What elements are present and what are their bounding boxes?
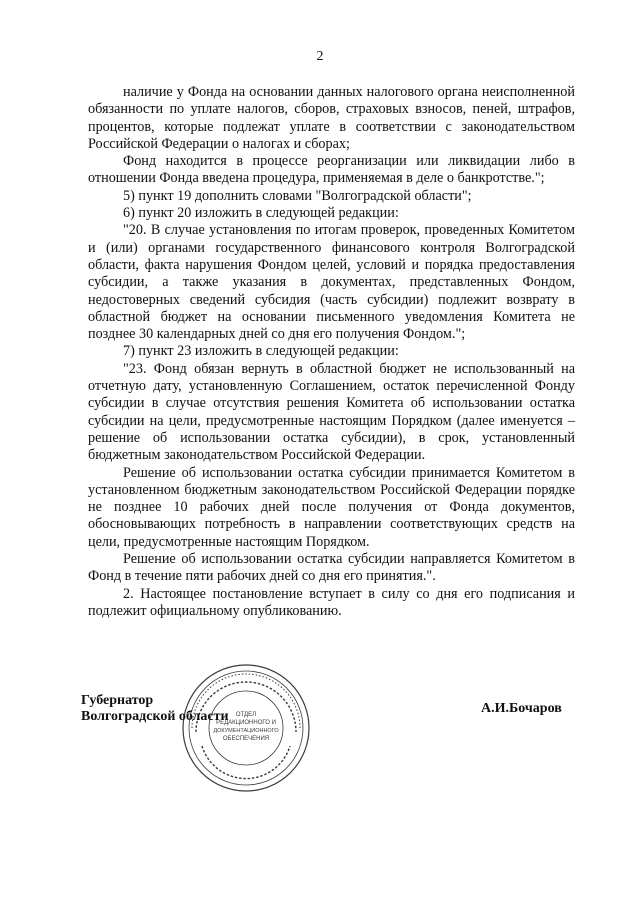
document-body <box>88 84 575 620</box>
paragraph-3: 5) пункт 19 дополнить словами "Волгоградской области"; <box>123 187 472 204</box>
signatory-title-line-2: Волгоградской области <box>81 709 229 724</box>
signatory-name: А.И.Бочаров <box>481 701 562 716</box>
paragraph-9: Решение об использовании остатка субсидии направляется Комитетом в Фонд в течение пяти рабочих дней со дня его принятия.". <box>88 551 575 585</box>
paragraph-7: "23. Фонд обязан вернуть в областной бюджет не использованный на отчетную дату, установленную Соглашением, остаток перечисленной Фонду субсидии в случае отсутствия решения Комитета об использовании остатка субсидии на цели, предусмотренные настоящим Порядком (далее именуется – решение об использовании остатка субсидии), в срок, установленный бюджетным законодательством Российской Федерации. <box>88 360 575 464</box>
page-number: 2 <box>316 49 324 64</box>
paragraph-5: "20. В случае установления по итогам проверок, проведенных Комитетом и (или) органами государственного финансового контроля Волгоградской области, факта нарушения Фондом целей, условий и порядка предоставления субсидии, а также указания в документах, представленных Фондом, недостоверных сведений субсидия (часть субсидии) подлежит возврату в областной бюджет на основании письменного уведомления Комитета не позднее 30 календарных дней со дня его получения Фондом."; <box>88 222 575 343</box>
seal-text-line-3: ДОКУМЕНТАЦИОННОГО <box>213 728 279 734</box>
paragraph-2: Фонд находится в процессе реорганизации или ликвидации либо в отношении Фонда введена процедура, применяемая в деле о банкротстве."; <box>88 153 575 187</box>
paragraph-10: 2. Настоящее постановление вступает в силу со дня его подписания и подлежит официальному опубликованию. <box>88 585 575 619</box>
signatory-title-line-1: Губернатор <box>81 693 154 708</box>
paragraph-6: 7) пункт 23 изложить в следующей редакции: <box>123 343 399 360</box>
paragraph-8: Решение об использовании остатка субсидии принимается Комитетом в установленном бюджетным законодательством Российской Федерации порядке не позднее 10 рабочих дней после получения от Фонда документов, обосновывающих потребность в направлении соответствующих средств на цели, предусмотренные настоящим Порядком. <box>88 464 575 550</box>
seal-text-line-2: РЕДАКЦИОННОГО И <box>216 720 276 726</box>
official-seal <box>180 662 312 794</box>
paragraph-1: наличие у Фонда на основании данных налогового органа неисполненной обязанности по уплате налогов, сборов, страховых взносов, пеней, штрафов, процентов, которые подлежат уплате в соответствии с законодательством Российской Федерации о налогах и сборах; <box>88 84 575 152</box>
paragraph-4: 6) пункт 20 изложить в следующей редакции: <box>123 205 399 222</box>
signatory-title <box>81 693 229 725</box>
seal-text-line-4: ОБЕСПЕЧЕНИЯ <box>222 736 270 742</box>
seal-text-line-1: ОТДЕЛ <box>235 712 257 718</box>
